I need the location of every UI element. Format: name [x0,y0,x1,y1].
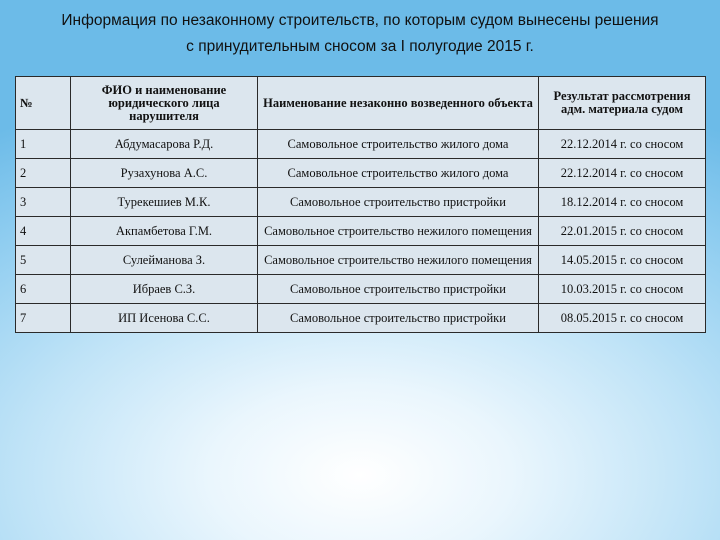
cell-object: Самовольное строительство пристройки [258,275,539,304]
cell-object: Самовольное строительство пристройки [258,304,539,333]
cell-object: Самовольное строительство жилого дома [258,159,539,188]
table-row [16,188,706,217]
cell-number: 2 [16,159,71,188]
cell-result: 18.12.2014 г. со сносом [539,188,706,217]
cell-violator: Абдумасарова Р.Д. [71,130,258,159]
table-row [16,304,706,333]
cell-number: 3 [16,188,71,217]
title-line-1: Информация по незаконному строительств, по которым судом вынесены решения [61,12,659,29]
cell-result: 22.12.2014 г. со сносом [539,159,706,188]
page-title [0,8,720,60]
title-line-2: с принудительным сносом за I полугодие 2015 г. [186,38,534,55]
cell-violator: Рузахунова А.С. [71,159,258,188]
cell-number: 4 [16,217,71,246]
cell-result: 22.01.2015 г. со сносом [539,217,706,246]
header-result: Результат рассмотрения адм. материала судом [539,77,706,130]
cell-result: 10.03.2015 г. со сносом [539,275,706,304]
table-row [16,246,706,275]
table-row [16,217,706,246]
cell-object: Самовольное строительство жилого дома [258,130,539,159]
header-object: Наименование незаконно возведенного объекта [258,77,539,130]
cell-object: Самовольное строительство пристройки [258,188,539,217]
table-row [16,275,706,304]
cell-result: 14.05.2015 г. со сносом [539,246,706,275]
table-row [16,159,706,188]
cell-result: 22.12.2014 г. со сносом [539,130,706,159]
header-number: № [16,77,71,130]
cell-object: Самовольное строительство нежилого помещения [258,246,539,275]
cell-number: 7 [16,304,71,333]
cell-violator: Акпамбетова Г.М. [71,217,258,246]
cell-violator: Ибраев С.З. [71,275,258,304]
table-header-row [16,77,706,130]
cell-violator: ИП Исенова С.С. [71,304,258,333]
cell-result: 08.05.2015 г. со сносом [539,304,706,333]
cell-number: 6 [16,275,71,304]
violations-table [15,76,706,333]
cell-number: 5 [16,246,71,275]
cell-number: 1 [16,130,71,159]
header-violator: ФИО и наименование юридического лица нарушителя [71,77,258,130]
cell-violator: Турекешиев М.К. [71,188,258,217]
cell-object: Самовольное строительство нежилого помещения [258,217,539,246]
table-row [16,130,706,159]
cell-violator: Сулейманова З. [71,246,258,275]
